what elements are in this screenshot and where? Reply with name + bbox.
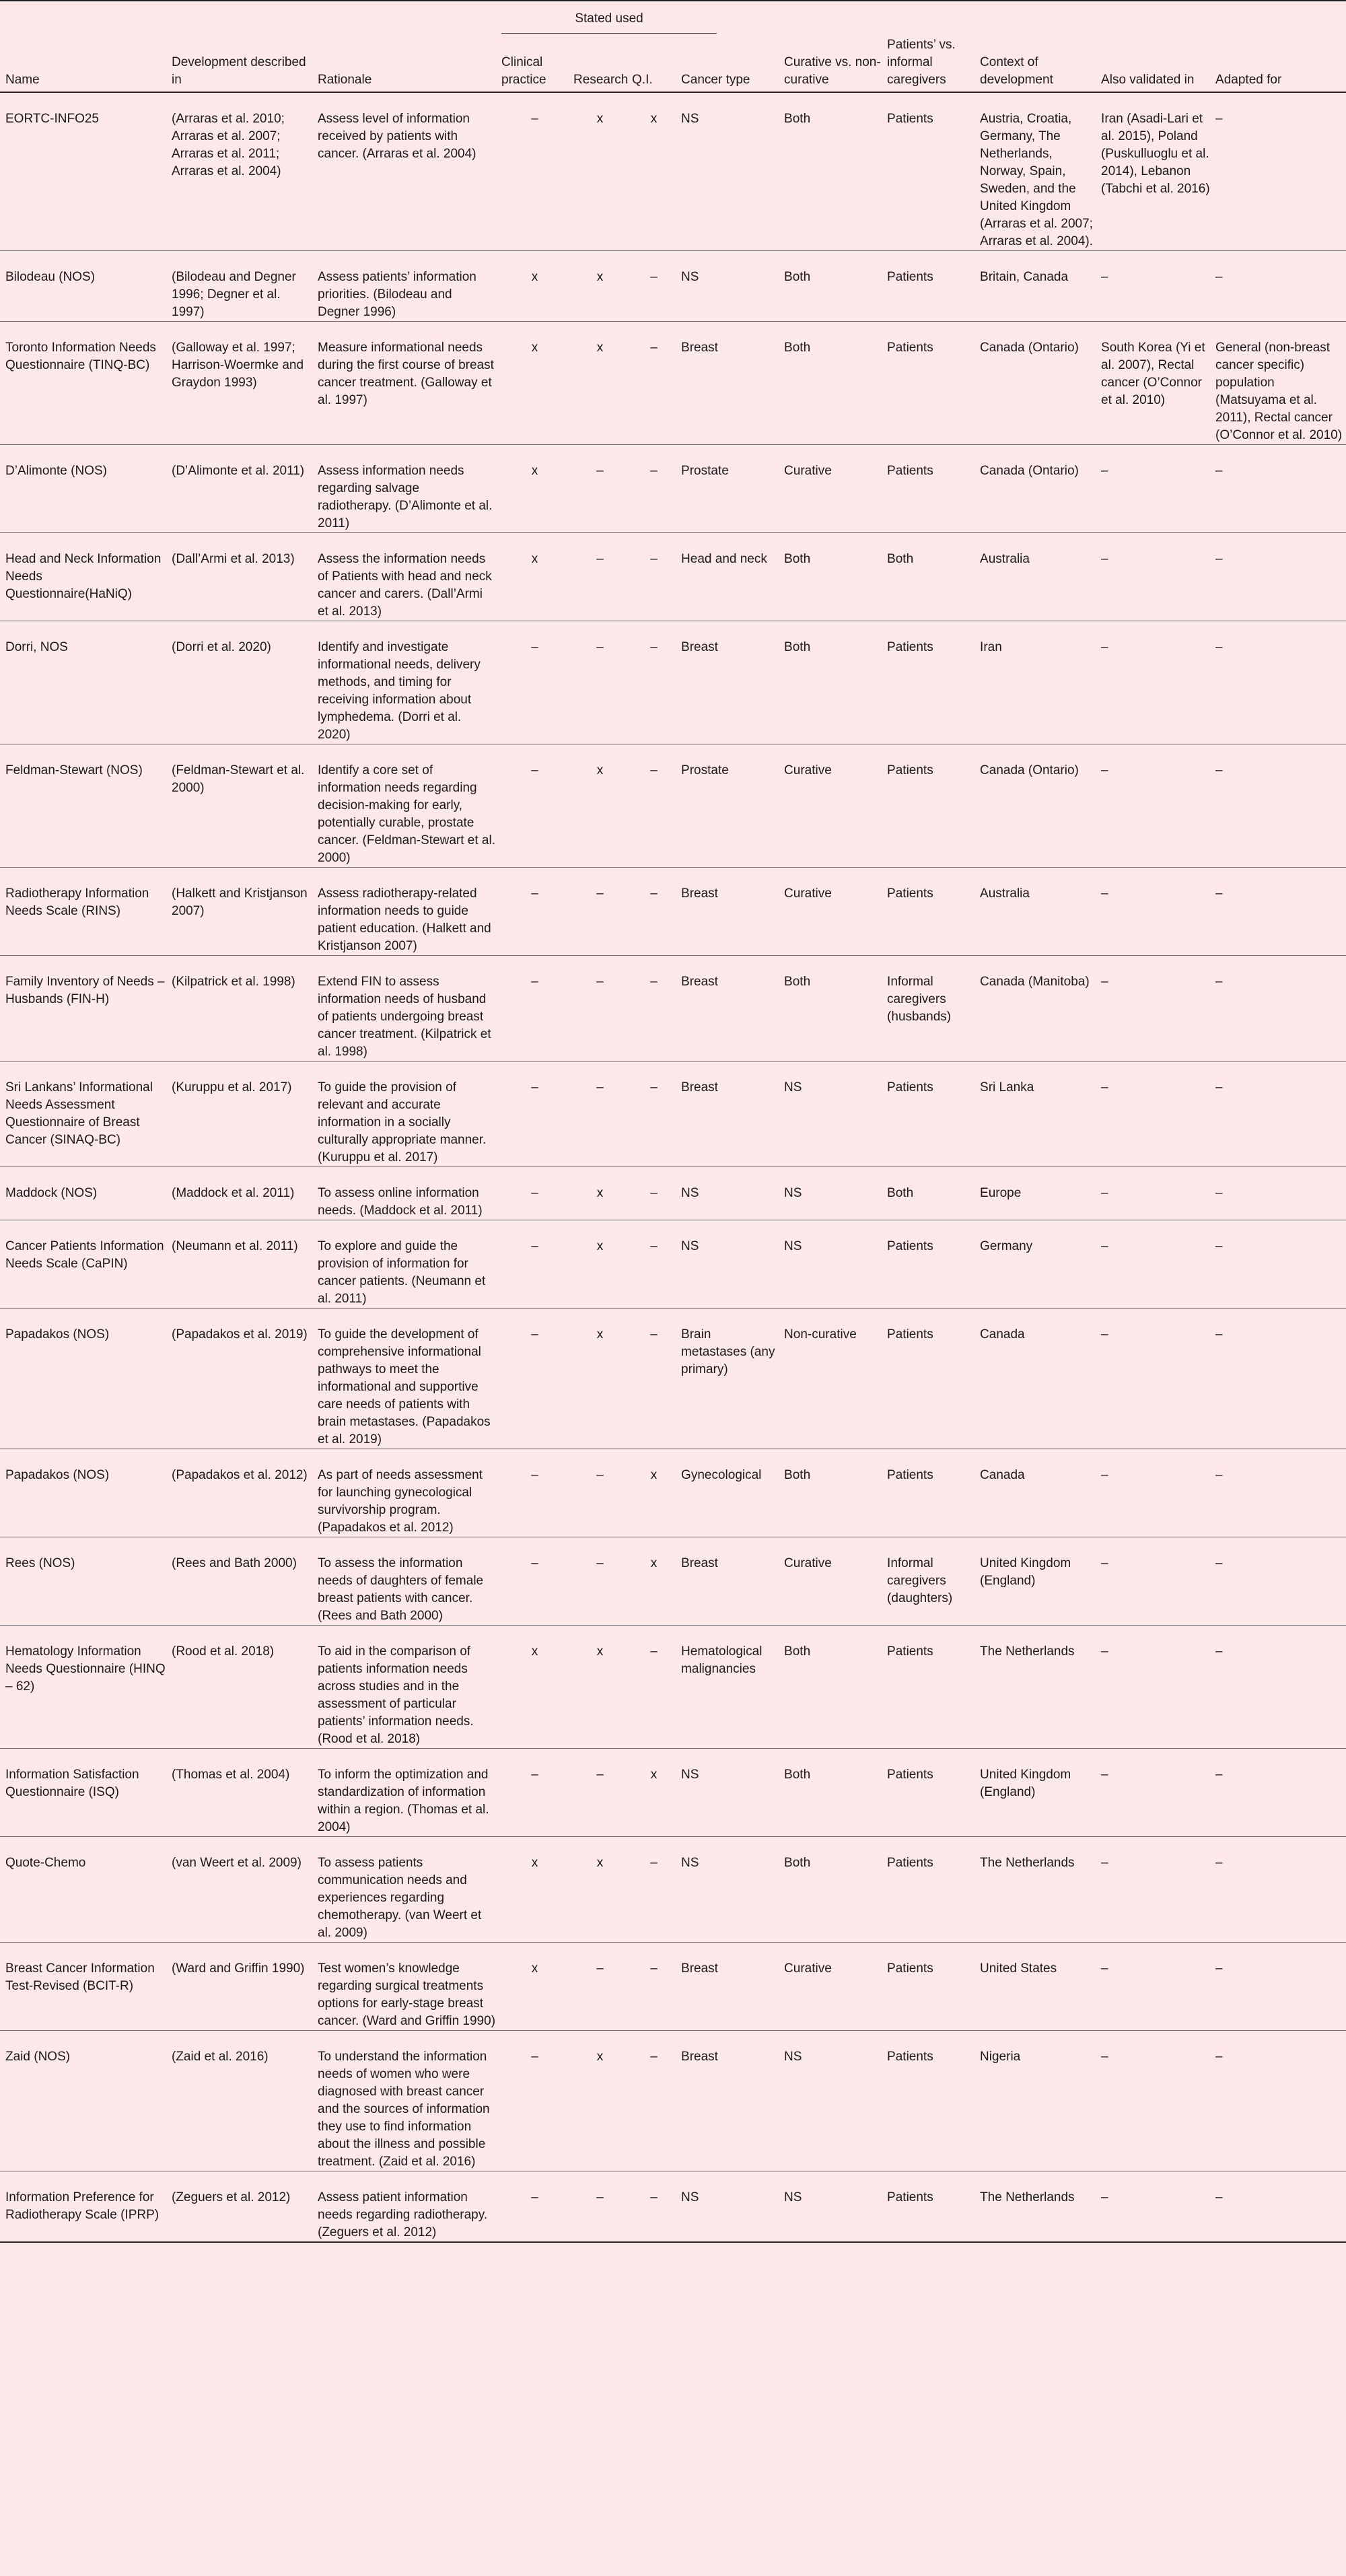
table-row: [0, 744, 1346, 868]
respondent-type: Patients: [887, 886, 933, 901]
respondent-type: Patients: [887, 341, 933, 355]
table-row: [0, 1449, 1346, 1537]
qi-mark: –: [650, 270, 658, 284]
curative-status: Both: [784, 270, 811, 284]
curative-status: NS: [784, 1186, 802, 1200]
clinical-practice-mark: x: [531, 1961, 538, 1976]
respondent-type: Both: [887, 1186, 914, 1200]
adapted-for: –: [1215, 1644, 1223, 1659]
curative-status: Both: [784, 975, 811, 989]
adapted-for: –: [1215, 1556, 1223, 1570]
development-context: Sri Lanka: [980, 1080, 1034, 1094]
rationale-text: Identify a core set of information needs regarding decision-making for early, potentially curable, prostate cancer. (Feldman-Stewart et al. 2000): [318, 763, 495, 865]
qi-mark: –: [650, 886, 658, 901]
adapted-for: –: [1215, 1080, 1223, 1094]
development-citation: (Ward and Griffin 1990): [172, 1961, 305, 1976]
table-row: [0, 445, 1346, 533]
research-mark: –: [596, 552, 604, 566]
curative-status: NS: [784, 2050, 802, 2064]
cancer-type: Breast: [681, 1080, 718, 1094]
development-context: Canada (Manitoba): [980, 975, 1090, 989]
development-context: Canada: [980, 1468, 1025, 1482]
cancer-type: NS: [681, 1239, 699, 1253]
development-citation: (Zaid et al. 2016): [172, 2050, 269, 2064]
adapted-for: –: [1215, 464, 1223, 478]
rationale-text: To guide the development of comprehensive informational pathways to meet the informational and supportive care needs of patients with brain metastases. (Papadakos et al. 2019): [318, 1327, 491, 1447]
cancer-type: Brain metastases (any primary): [681, 1327, 775, 1377]
qi-mark: –: [650, 1186, 658, 1200]
validated-in: –: [1101, 763, 1108, 777]
curative-header: Curative vs. non-curative: [784, 55, 881, 87]
research-mark: x: [596, 1239, 604, 1253]
development-citation: (Dorri et al. 2020): [172, 640, 271, 654]
research-mark: –: [596, 1961, 604, 1976]
development-context: Canada: [980, 1327, 1025, 1342]
development-citation: (Kuruppu et al. 2017): [172, 1080, 292, 1094]
table-row: [0, 2171, 1346, 2243]
validated-in: Iran (Asadi-Lari et al. 2015), Poland (Puskulluoglu et al. 2014), Lebanon (Tabchi et al. 2016): [1101, 112, 1210, 196]
development-citation: (Neumann et al. 2011): [172, 1239, 298, 1253]
rationale-text: Assess radiotherapy-related information needs to guide patient education. (Halkett and Kristjanson 2007): [318, 886, 491, 953]
qi-mark: –: [650, 1080, 658, 1094]
qi-mark: x: [650, 1468, 658, 1482]
clinical-practice-mark: –: [531, 1080, 538, 1094]
research-mark: x: [596, 1327, 604, 1342]
validated-in: –: [1101, 1080, 1108, 1094]
instrument-name: Toronto Information Needs Questionnaire (TINQ-BC): [5, 341, 156, 372]
rationale-text: To inform the optimization and standardization of information within a region. (Thomas et al. 2004): [318, 1768, 489, 1834]
cancer-type-header: Cancer type: [681, 73, 750, 87]
qi-mark: –: [650, 464, 658, 478]
validated-in: –: [1101, 1468, 1108, 1482]
curative-status: Both: [784, 1468, 811, 1482]
validated-in: –: [1101, 1961, 1108, 1976]
development-citation: (Papadakos et al. 2012): [172, 1468, 308, 1482]
respondent-type: Patients: [887, 2190, 933, 2204]
table-row: [0, 1943, 1346, 2031]
adapted-for: –: [1215, 763, 1223, 777]
qi-mark: –: [650, 975, 658, 989]
table-row: [0, 1537, 1346, 1626]
cancer-type: Prostate: [681, 763, 729, 777]
development-context: United States: [980, 1961, 1057, 1976]
qi-mark: –: [650, 552, 658, 566]
validated-in: –: [1101, 1768, 1108, 1782]
cancer-type: Breast: [681, 341, 718, 355]
development-citation: (van Weert et al. 2009): [172, 1856, 302, 1870]
research-mark: x: [596, 341, 604, 355]
qi-mark: –: [650, 2050, 658, 2064]
curative-status: NS: [784, 2190, 802, 2204]
rationale-text: Extend FIN to assess information needs of husband of patients undergoing breast cancer treatment. (Kilpatrick et al. 1998): [318, 975, 491, 1059]
qi-mark: –: [650, 1961, 658, 1976]
development-citation: (Dall’Armi et al. 2013): [172, 552, 295, 566]
development-context: The Netherlands: [980, 1644, 1075, 1659]
respondent-type: Patients: [887, 270, 933, 284]
research-mark: x: [596, 1856, 604, 1870]
qi-mark: –: [650, 1327, 658, 1342]
development-context: United Kingdom (England): [980, 1556, 1071, 1588]
development-citation: (Maddock et al. 2011): [172, 1186, 295, 1200]
respondent-type: Patients: [887, 763, 933, 777]
development-citation: (D’Alimonte et al. 2011): [172, 464, 305, 478]
adapted-for: –: [1215, 1327, 1223, 1342]
validated-in: –: [1101, 1644, 1108, 1659]
respondent-type: Patients: [887, 1239, 933, 1253]
cancer-type: Breast: [681, 886, 718, 901]
qi-mark: –: [650, 1644, 658, 1659]
research-mark: –: [596, 1468, 604, 1482]
cancer-type: NS: [681, 112, 699, 126]
rationale-text: Measure informational needs during the first course of breast cancer treatment. (Galloway et al. 1997): [318, 341, 494, 407]
development-citation: (Kilpatrick et al. 1998): [172, 975, 295, 989]
qi-mark: –: [650, 640, 658, 654]
curative-status: Curative: [784, 763, 832, 777]
validated-header: Also validated in: [1101, 73, 1195, 87]
rationale-text: Assess patients’ information priorities. (Bilodeau and Degner 1996): [318, 270, 476, 319]
cancer-type: Gynecological: [681, 1468, 762, 1482]
table-row: [0, 621, 1346, 744]
qi-mark: –: [650, 1239, 658, 1253]
development-context: The Netherlands: [980, 2190, 1075, 2204]
clinical-practice-mark: x: [531, 1644, 538, 1659]
cancer-type: Breast: [681, 975, 718, 989]
research-mark: –: [596, 886, 604, 901]
cancer-type: Breast: [681, 1961, 718, 1976]
respondent-type: Both: [887, 552, 914, 566]
curative-status: Both: [784, 1768, 811, 1782]
table-row: [0, 1309, 1346, 1449]
table-row: [0, 1167, 1346, 1220]
curative-status: Curative: [784, 1556, 832, 1570]
clinical-practice-header: Clinical practice: [501, 55, 546, 87]
table-row: [0, 1749, 1346, 1837]
research-mark: –: [596, 1080, 604, 1094]
qi-header: Q.I.: [632, 73, 653, 87]
adapted-for: General (non-breast cancer specific) population (Matsuyama et al. 2011), Rectal cancer (O’Connor et al. 2010): [1215, 341, 1343, 442]
research-mark: –: [596, 2190, 604, 2204]
respondent-type: Patients: [887, 1468, 933, 1482]
cancer-type: NS: [681, 270, 699, 284]
development-citation: (Rees and Bath 2000): [172, 1556, 297, 1570]
respondent-type: Patients: [887, 1327, 933, 1342]
validated-in: South Korea (Yi et al. 2007), Rectal cancer (O’Connor et al. 2010): [1101, 341, 1205, 407]
clinical-practice-mark: x: [531, 341, 538, 355]
rationale-text: To guide the provision of relevant and accurate information in a socially culturally appropriate manner. (Kuruppu et al. 2017): [318, 1080, 487, 1164]
development-context: Canada (Ontario): [980, 763, 1079, 777]
adapted-header: Adapted for: [1215, 73, 1282, 87]
instrument-name: Dorri, NOS: [5, 640, 68, 654]
curative-status: Both: [784, 640, 811, 654]
adapted-for: –: [1215, 2190, 1223, 2204]
qi-mark: –: [650, 341, 658, 355]
development-context: The Netherlands: [980, 1856, 1075, 1870]
research-mark: x: [596, 2050, 604, 2064]
rationale-text: To assess online information needs. (Maddock et al. 2011): [318, 1186, 483, 1218]
table-row: [0, 2031, 1346, 2171]
table-row: [0, 1626, 1346, 1749]
clinical-practice-mark: x: [531, 464, 538, 478]
validated-in: –: [1101, 975, 1108, 989]
rationale-text: To explore and guide the provision of information for cancer patients. (Neumann et al. 2011): [318, 1239, 486, 1306]
respondent-type: Patients: [887, 1856, 933, 1870]
research-mark: –: [596, 1768, 604, 1782]
development-citation: (Arraras et al. 2010; Arraras et al. 2007; Arraras et al. 2011; Arraras et al. 2004): [172, 112, 285, 178]
adapted-for: –: [1215, 270, 1223, 284]
clinical-practice-mark: –: [531, 112, 538, 126]
research-mark: –: [596, 1556, 604, 1570]
instrument-name: Bilodeau (NOS): [5, 270, 96, 284]
validated-in: –: [1101, 2190, 1108, 2204]
development-citation: (Zeguers et al. 2012): [172, 2190, 291, 2204]
research-mark: x: [596, 1644, 604, 1659]
name-header: Name: [5, 73, 40, 87]
research-mark: –: [596, 640, 604, 654]
validated-in: –: [1101, 1856, 1108, 1870]
development-context: Australia: [980, 552, 1030, 566]
clinical-practice-mark: –: [531, 763, 538, 777]
clinical-practice-mark: –: [531, 886, 538, 901]
curative-status: Both: [784, 112, 811, 126]
table-row: [0, 956, 1346, 1061]
instrument-name: Feldman-Stewart (NOS): [5, 763, 143, 777]
validated-in: –: [1101, 270, 1108, 284]
validated-in: –: [1101, 464, 1108, 478]
development-context: Canada (Ontario): [980, 464, 1079, 478]
curative-status: Both: [784, 1856, 811, 1870]
rationale-text: Assess level of information received by patients with cancer. (Arraras et al. 2004): [318, 112, 476, 161]
instrument-name: EORTC-INFO25: [5, 112, 100, 126]
respondent-type: Informal caregivers (husbands): [887, 975, 952, 1024]
instrument-name: Head and Neck Information Needs Questionnaire(HaNiQ): [5, 552, 162, 601]
curative-status: Both: [784, 552, 811, 566]
adapted-for: –: [1215, 1768, 1223, 1782]
instrument-name: Radiotherapy Information Needs Scale (RINS): [5, 886, 149, 918]
instrument-name: Quote-Chemo: [5, 1856, 86, 1870]
adapted-for: –: [1215, 975, 1223, 989]
instrument-name: Papadakos (NOS): [5, 1327, 110, 1342]
research-mark: x: [596, 270, 604, 284]
clinical-practice-mark: x: [531, 552, 538, 566]
clinical-practice-mark: –: [531, 1556, 538, 1570]
instrument-name: Sri Lankans’ Informational Needs Assessment Questionnaire of Breast Cancer (SINAQ-BC): [5, 1080, 153, 1147]
cancer-type: Breast: [681, 1556, 718, 1570]
research-mark: –: [596, 464, 604, 478]
cancer-type: Breast: [681, 640, 718, 654]
rationale-text: Identify and investigate informational needs, delivery methods, and timing for receiving information about lymphedema. (Dorri et al. 2020): [318, 640, 481, 742]
adapted-for: –: [1215, 1468, 1223, 1482]
adapted-for: –: [1215, 1186, 1223, 1200]
cancer-type: Prostate: [681, 464, 729, 478]
clinical-practice-mark: –: [531, 1768, 538, 1782]
qi-mark: x: [650, 1556, 658, 1570]
table-row: [0, 1220, 1346, 1309]
cancer-type: NS: [681, 1186, 699, 1200]
development-context: Canada (Ontario): [980, 341, 1079, 355]
table-row: [0, 1837, 1346, 1943]
respondent-type: Patients: [887, 464, 933, 478]
development-citation: (Halkett and Kristjanson 2007): [172, 886, 308, 918]
instrument-name: Family Inventory of Needs – Husbands (FIN-H): [5, 975, 165, 1006]
instrument-name: Breast Cancer Information Test-Revised (BCIT-R): [5, 1961, 155, 1993]
rationale-header: Rationale: [318, 73, 372, 87]
clinical-practice-mark: –: [531, 1468, 538, 1482]
cancer-type: NS: [681, 2190, 699, 2204]
clinical-practice-mark: –: [531, 1327, 538, 1342]
cancer-type: Head and neck: [681, 552, 767, 566]
rationale-text: To assess the information needs of daughters of female breast patients with cancer. (Rees and Bath 2000): [318, 1556, 484, 1623]
instrument-name: Hematology Information Needs Questionnaire (HINQ – 62): [5, 1644, 166, 1694]
development-citation: (Galloway et al. 1997; Harrison-Woermke and Graydon 1993): [172, 341, 304, 390]
stated-used-group: Stated used: [496, 1, 676, 36]
instrument-name: Information Satisfaction Questionnaire (ISQ): [5, 1768, 139, 1799]
adapted-for: –: [1215, 640, 1223, 654]
adapted-for: –: [1215, 112, 1223, 126]
development-context: United Kingdom (England): [980, 1768, 1071, 1799]
clinical-practice-mark: –: [531, 2050, 538, 2064]
development-context: Europe: [980, 1186, 1022, 1200]
development-context: Iran: [980, 640, 1002, 654]
respondent-type: Patients: [887, 1644, 933, 1659]
table-row: [0, 868, 1346, 956]
respondent-type: Patients: [887, 1080, 933, 1094]
development-context: Australia: [980, 886, 1030, 901]
qi-mark: –: [650, 1856, 658, 1870]
research-mark: –: [596, 975, 604, 989]
table-row: [0, 251, 1346, 322]
rationale-text: Assess information needs regarding salvage radiotherapy. (D’Alimonte et al. 2011): [318, 464, 493, 530]
cancer-type: NS: [681, 1856, 699, 1870]
development-context: Austria, Croatia, Germany, The Netherlands, Norway, Spain, Sweden, and the United Kingdom (Arraras et al. 2007; Arraras et al. 2004).: [980, 112, 1093, 248]
table-row: [0, 322, 1346, 445]
adapted-for: –: [1215, 2050, 1223, 2064]
cancer-type: Breast: [681, 2050, 718, 2064]
cancer-type: NS: [681, 1768, 699, 1782]
curative-status: Non-curative: [784, 1327, 857, 1342]
clinical-practice-mark: x: [531, 1856, 538, 1870]
clinical-practice-mark: x: [531, 270, 538, 284]
validated-in: –: [1101, 2050, 1108, 2064]
instrument-name: D’Alimonte (NOS): [5, 464, 107, 478]
patients-caregivers-header: Patients’ vs. informal caregivers: [887, 38, 956, 87]
development-citation: (Thomas et al. 2004): [172, 1768, 290, 1782]
header-row: [0, 36, 1346, 92]
validated-in: –: [1101, 1186, 1108, 1200]
validated-in: –: [1101, 640, 1108, 654]
rationale-text: As part of needs assessment for launching gynecological survivorship program. (Papadakos et al. 2012): [318, 1468, 483, 1535]
validated-in: –: [1101, 886, 1108, 901]
instrument-name: Rees (NOS): [5, 1556, 75, 1570]
respondent-type: Patients: [887, 1961, 933, 1976]
table-row: [0, 92, 1346, 251]
rationale-text: To aid in the comparison of patients information needs across studies and in the assessment of particular patients’ information needs. (Rood et al. 2018): [318, 1644, 474, 1746]
clinical-practice-mark: –: [531, 640, 538, 654]
validated-in: –: [1101, 1556, 1108, 1570]
respondent-type: Patients: [887, 112, 933, 126]
curative-status: Both: [784, 1644, 811, 1659]
curative-status: Curative: [784, 886, 832, 901]
development-citation: (Papadakos et al. 2019): [172, 1327, 308, 1342]
curative-status: Curative: [784, 464, 832, 478]
development-context: Nigeria: [980, 2050, 1021, 2064]
respondent-type: Informal caregivers (daughters): [887, 1556, 953, 1605]
development-context: Britain, Canada: [980, 270, 1069, 284]
table-row: [0, 1061, 1346, 1167]
adapted-for: –: [1215, 1856, 1223, 1870]
adapted-for: –: [1215, 1239, 1223, 1253]
curative-status: NS: [784, 1239, 802, 1253]
research-mark: x: [596, 763, 604, 777]
development-citation: (Feldman-Stewart et al. 2000): [172, 763, 305, 795]
instrument-name: Information Preference for Radiotherapy Scale (IPRP): [5, 2190, 160, 2222]
rationale-text: Test women’s knowledge regarding surgical treatments options for early-stage breast cancer. (Ward and Griffin 1990): [318, 1961, 496, 2028]
table-row: [0, 533, 1346, 621]
respondent-type: Patients: [887, 640, 933, 654]
clinical-practice-mark: –: [531, 2190, 538, 2204]
qi-mark: x: [650, 1768, 658, 1782]
research-mark: x: [596, 1186, 604, 1200]
development-header: Development described in: [172, 55, 306, 87]
adapted-for: –: [1215, 886, 1223, 901]
adapted-for: –: [1215, 1961, 1223, 1976]
curative-status: NS: [784, 1080, 802, 1094]
validated-in: –: [1101, 552, 1108, 566]
development-context: Germany: [980, 1239, 1033, 1253]
development-citation: (Bilodeau and Degner 1996; Degner et al. 1997): [172, 270, 296, 319]
research-header: Research: [573, 73, 629, 87]
rationale-text: Assess patient information needs regarding radiotherapy. (Zeguers et al. 2012): [318, 2190, 488, 2239]
qi-mark: x: [650, 112, 658, 126]
rationale-text: To assess patients communication needs and experiences regarding chemotherapy. (van Weert et al. 2009): [318, 1856, 482, 1940]
instrument-name: Maddock (NOS): [5, 1186, 98, 1200]
instrument-name: Cancer Patients Information Needs Scale (CaPIN): [5, 1239, 164, 1271]
rationale-text: To understand the information needs of women who were diagnosed with breast cancer and the sources of information they use to find information about the illness and possible treatment. (Zaid et al. 2016): [318, 2050, 490, 2169]
validated-in: –: [1101, 1239, 1108, 1253]
curative-status: Both: [784, 341, 811, 355]
instrument-name: Papadakos (NOS): [5, 1468, 110, 1482]
curative-status: Curative: [784, 1961, 832, 1976]
instrument-name: Zaid (NOS): [5, 2050, 71, 2064]
development-citation: (Rood et al. 2018): [172, 1644, 275, 1659]
rationale-text: Assess the information needs of Patients with head and neck cancer and carers. (Dall’Armi et al. 2013): [318, 552, 492, 619]
clinical-practice-mark: –: [531, 975, 538, 989]
research-mark: x: [596, 112, 604, 126]
qi-mark: –: [650, 2190, 658, 2204]
context-header: Context of development: [980, 55, 1053, 87]
cancer-type: Hematological malignancies: [681, 1644, 763, 1676]
respondent-type: Patients: [887, 1768, 933, 1782]
adapted-for: –: [1215, 552, 1223, 566]
validated-in: –: [1101, 1327, 1108, 1342]
clinical-practice-mark: –: [531, 1239, 538, 1253]
clinical-practice-mark: –: [531, 1186, 538, 1200]
respondent-type: Patients: [887, 2050, 933, 2064]
qi-mark: –: [650, 763, 658, 777]
